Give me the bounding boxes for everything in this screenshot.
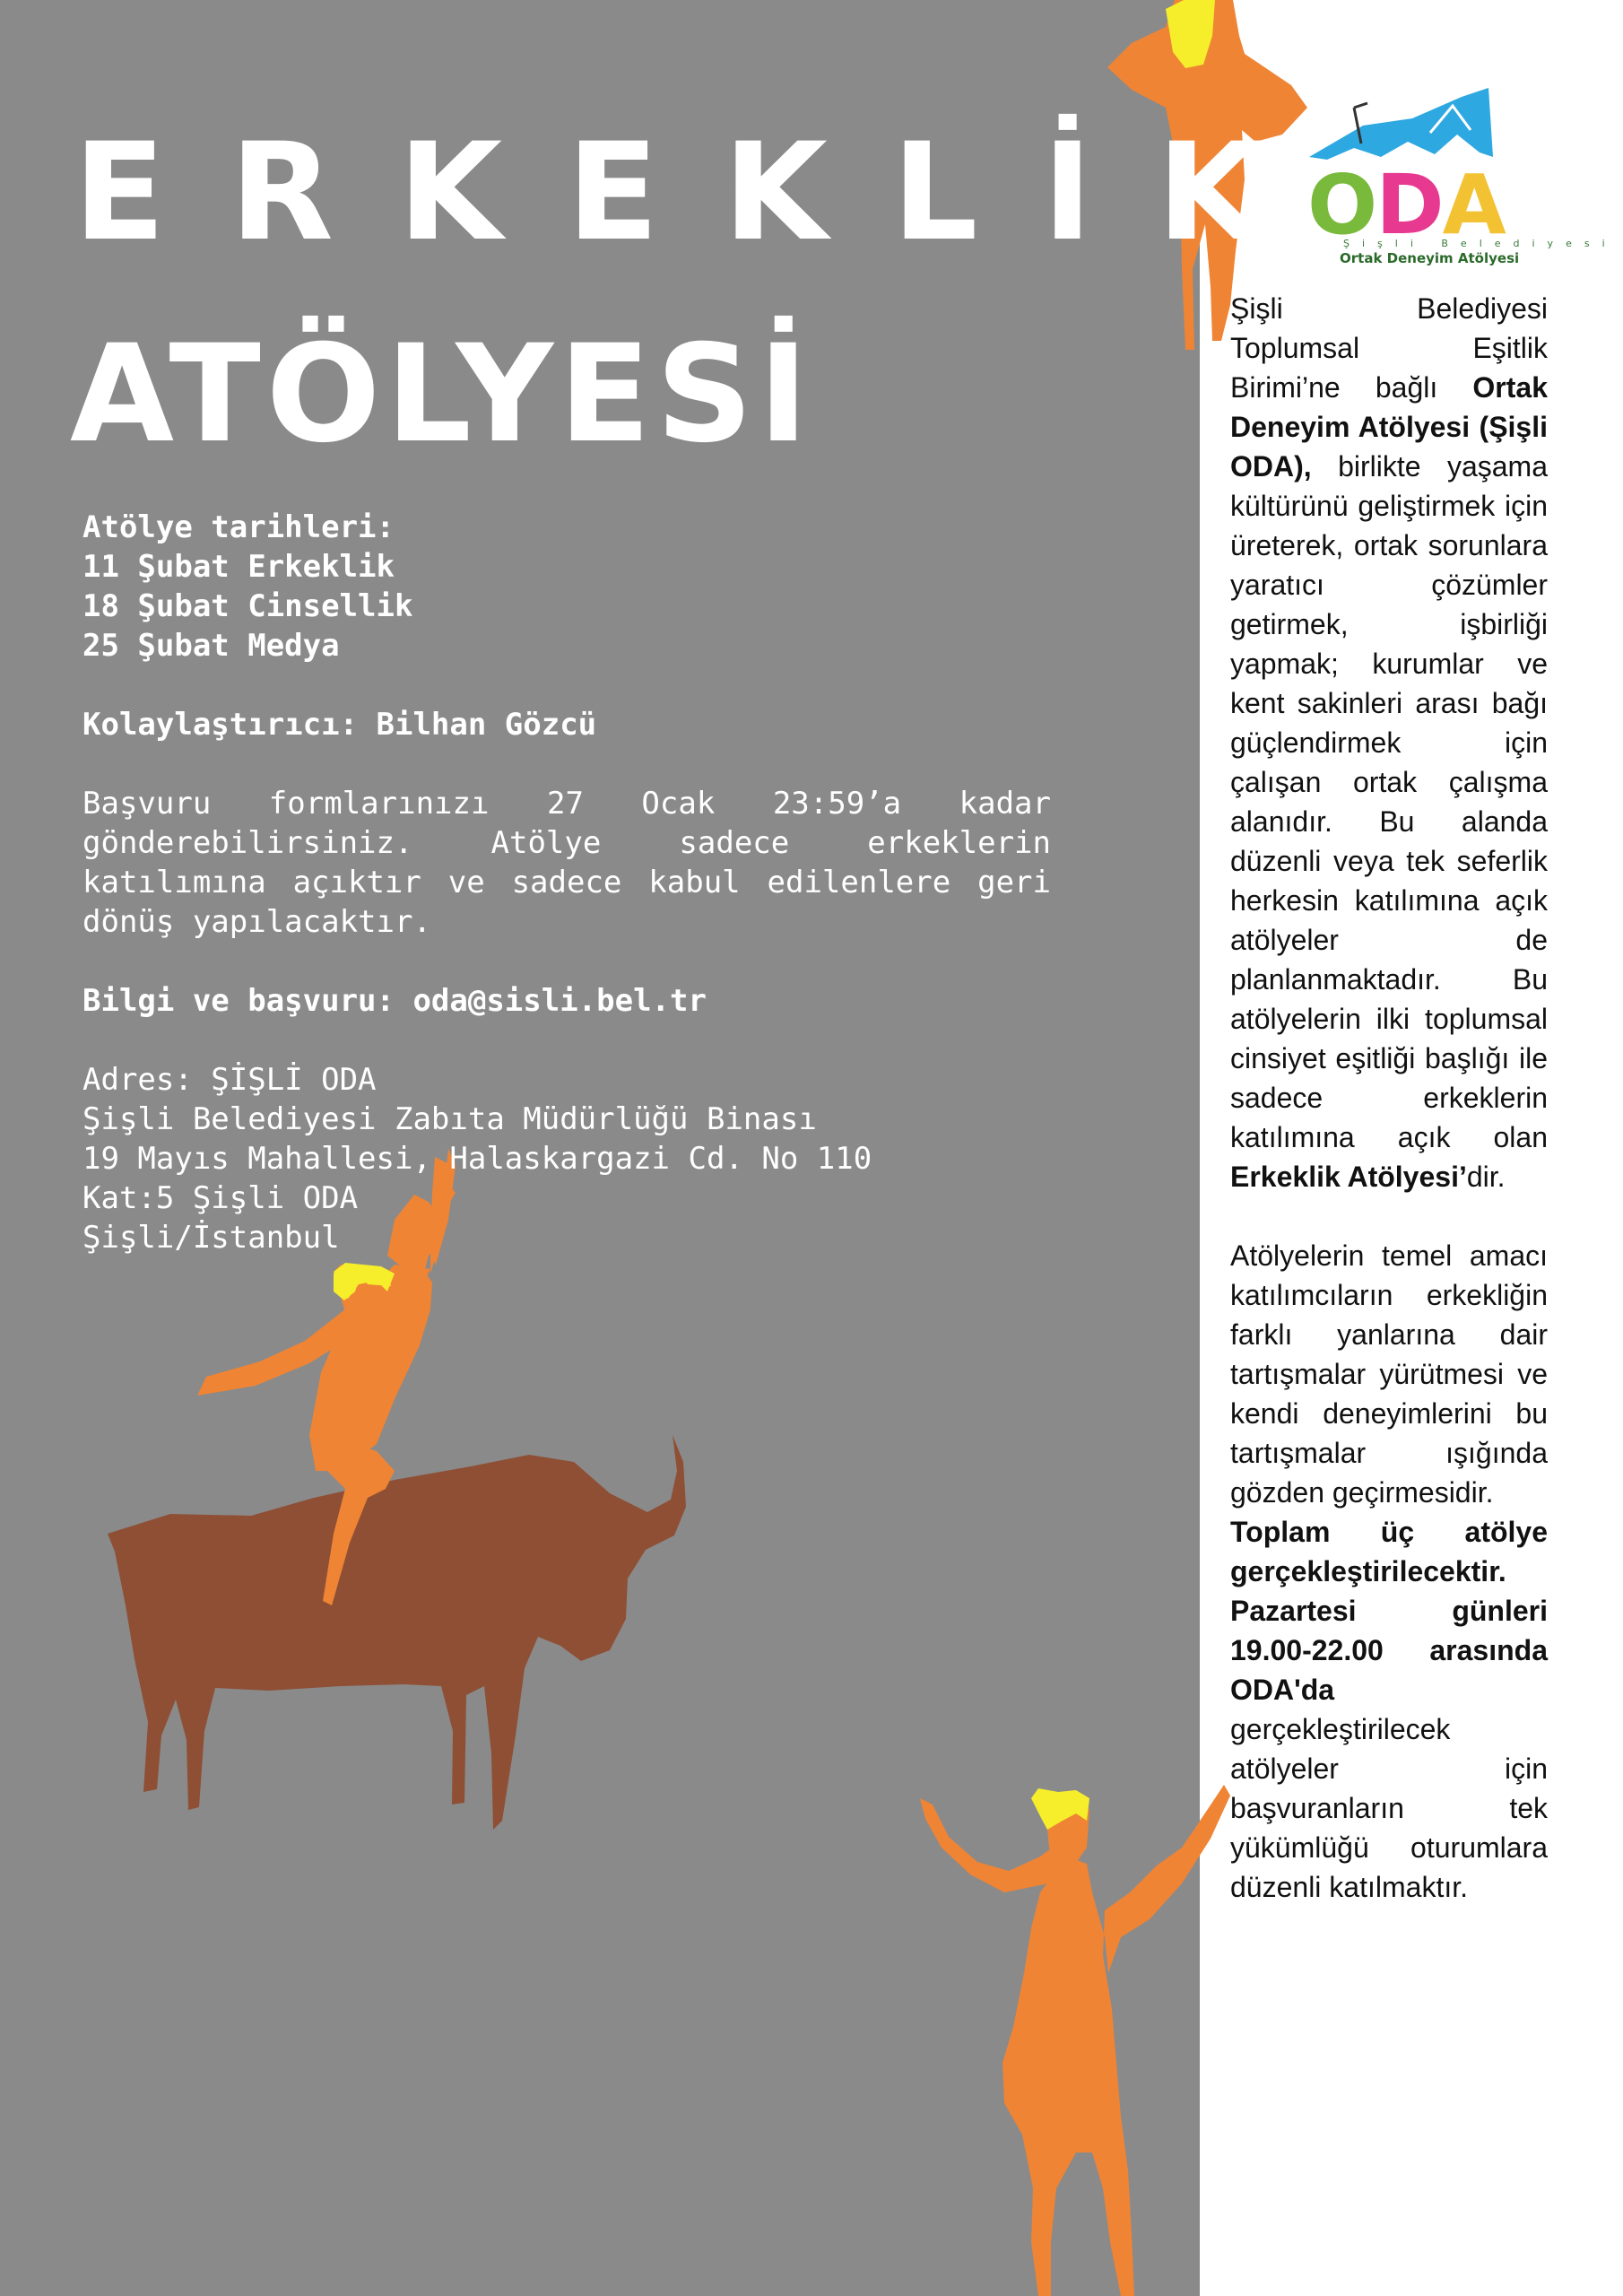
oda-logo bbox=[1300, 85, 1618, 274]
address-line: 19 Mayıs Mahallesi, Halaskargazi Cd. No 110 bbox=[82, 1141, 872, 1177]
date-item: 25 Şubat Medya bbox=[82, 628, 340, 664]
sidebar-paragraph-2: Atölyelerin temel amacı katılımcıların erkekliğin farklı yanlarına dair tartışmalar yürütmesi ve kendi deneyimlerini bu tartışmalar ışığında gözden geçirmesidir. bbox=[1230, 1239, 1548, 1509]
title-erkeklik: ERKEKLİK bbox=[74, 115, 1326, 271]
contact-email[interactable]: Bilgi ve başvuru: oda@sisli.bel.tr bbox=[82, 983, 707, 1019]
logo-subtitle: Ortak Deneyim Atölyesi bbox=[1340, 250, 1520, 266]
sidebar-paragraph-3: Toplam üç atölye gerçekleştirilecektir. Pazartesi günleri 19.00-22.00 arasında ODA'da gerçekleştirilecek atölyeler için başvuranların tek yükümlüğü oturumlara düzenli katılmaktır. bbox=[1230, 1516, 1548, 1903]
address-line: Kat:5 Şişli ODA bbox=[82, 1180, 359, 1216]
logo-letter-o: O bbox=[1307, 157, 1376, 253]
date-item: 18 Şubat Cinsellik bbox=[82, 588, 413, 624]
address-line: Adres: ŞİŞLİ ODA bbox=[82, 1062, 377, 1098]
application-note: Başvuru formlarınızı 27 Ocak 23:59’a kadar gönderebilirsiniz. Atölye sadece erkeklerin katılımına açıktır ve sadece kabul edilenlere geri dönüş yapılacaktır. bbox=[82, 786, 1051, 940]
workshop-info bbox=[82, 508, 1051, 1257]
logo-letter-a: A bbox=[1442, 157, 1505, 253]
dates-heading: Atölye tarihleri: bbox=[82, 509, 395, 545]
title-atolyesi: ATÖLYESİ bbox=[70, 317, 814, 473]
date-item: 11 Şubat Erkeklik bbox=[82, 549, 395, 585]
sidebar-paragraph-1: Şişli Belediyesi Toplumsal Eşitlik Birimi’ne bağlı Ortak Deneyim Atölyesi (Şişli ODA), birlikte yaşama kültürünü geliştirmek için üreterek, ortak sorunlara yaratıcı çözümler getirmek, işbirliği yapmak; kurumlar ve kent sakinleri arası bağı güçlendirmek için çalışan ortak çalışma alanıdır. Bu alanda düzenli veya tek seferlik herkesin katılımına açık atölyeler de planlanmaktadır. Bu atölyelerin ilki toplumsal cinsiyet eşitliği başlığı ile sadece erkeklerin katılımına açık olan Erkeklik Atölyesi’dir. bbox=[1230, 292, 1548, 1193]
dancing-figure-bottom bbox=[920, 1785, 1230, 2296]
bull-illustration bbox=[108, 1435, 686, 1830]
address-line: Şişli Belediyesi Zabıta Müdürlüğü Binası bbox=[82, 1101, 817, 1137]
address-line: Şişli/İstanbul bbox=[82, 1220, 340, 1256]
facilitator: Kolaylaştırıcı: Bilhan Gözcü bbox=[82, 707, 597, 743]
logo-letter-d: D bbox=[1376, 157, 1443, 253]
sidebar-text bbox=[1230, 289, 1548, 1907]
logo-subtitle-municipality: Şişli Belediyesi bbox=[1343, 238, 1618, 249]
